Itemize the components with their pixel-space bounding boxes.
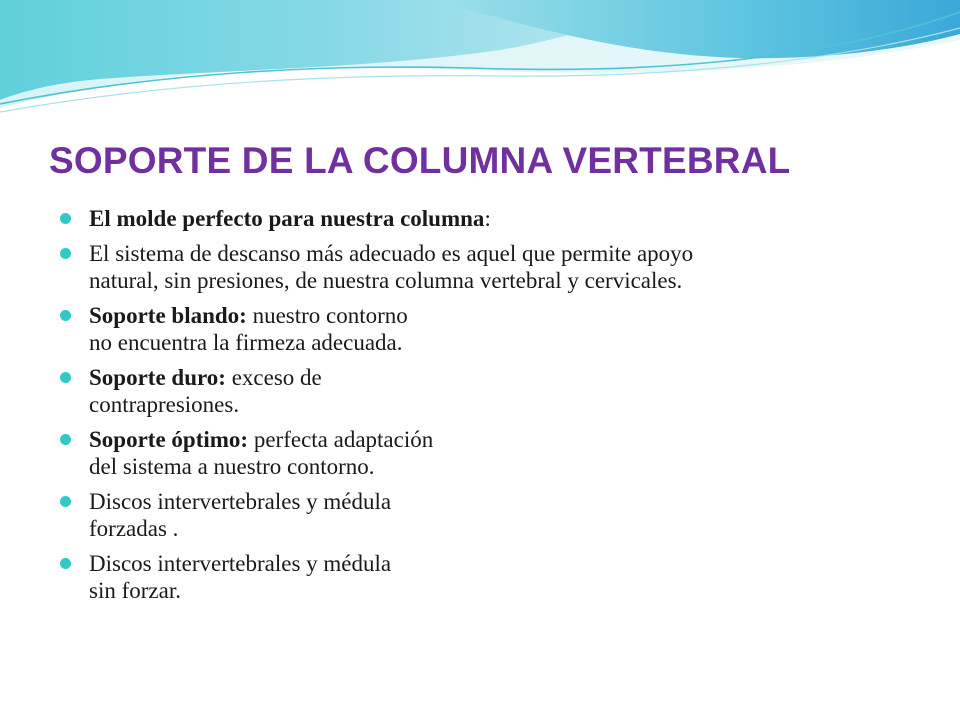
bullet-line	[89, 302, 920, 329]
bullet-text: :	[484, 206, 491, 231]
bullet-item	[60, 240, 920, 294]
bullet-dot-icon	[60, 310, 71, 321]
bullet-item	[60, 302, 920, 356]
bullet-dot-icon	[60, 372, 71, 383]
bullet-item	[60, 488, 920, 542]
bullet-line	[89, 550, 920, 577]
bullet-item	[60, 426, 920, 480]
bullet-text: sin forzar.	[89, 578, 181, 603]
bullet-text: exceso de	[225, 365, 322, 390]
bullet-bold-text: Soporte duro:	[89, 365, 226, 390]
bullet-text: del sistema a nuestro contorno.	[89, 454, 375, 479]
bullet-text: El sistema de descanso más adecuado es aquel que permite apoyo	[89, 241, 694, 266]
wave-header-decoration	[0, 0, 960, 130]
slide-title: SOPORTE DE LA COLUMNA VERTEBRAL	[49, 140, 791, 181]
bullet-dot-icon	[60, 248, 71, 259]
bullet-line	[89, 329, 920, 356]
bullet-item	[60, 364, 920, 418]
bullet-line	[89, 426, 920, 453]
bullet-text: perfecta adaptación	[248, 427, 434, 452]
bullet-line	[89, 240, 920, 267]
bullet-line	[89, 205, 920, 232]
bullet-dot-icon	[60, 434, 71, 445]
bullet-dot-icon	[60, 558, 71, 569]
bullet-line	[89, 364, 920, 391]
bullet-text: Discos intervertebrales y médula	[89, 489, 392, 514]
bullet-line	[89, 488, 920, 515]
bullet-line	[89, 453, 920, 480]
bullet-dot-icon	[60, 496, 71, 507]
bullet-bold-text: El molde perfecto para nuestra columna	[89, 206, 485, 231]
bullet-text: forzadas .	[89, 516, 179, 541]
bullet-text: Discos intervertebrales y médula	[89, 551, 392, 576]
bullet-dot-icon	[60, 213, 71, 224]
bullet-line	[89, 577, 920, 604]
bullet-item	[60, 205, 920, 232]
bullet-item	[60, 550, 920, 604]
bullet-line	[89, 391, 920, 418]
bullet-bold-text: Soporte blando:	[89, 303, 247, 328]
bullet-text: natural, sin presiones, de nuestra columna vertebral y cervicales.	[89, 268, 683, 293]
bullet-line	[89, 515, 920, 542]
bullet-text: no encuentra la firmeza adecuada.	[89, 330, 403, 355]
bullet-bold-text: Soporte óptimo:	[89, 427, 249, 452]
bullet-text: nuestro contorno	[246, 303, 408, 328]
bullet-text: contrapresiones.	[89, 392, 240, 417]
bullet-list	[60, 205, 920, 612]
bullet-line	[89, 267, 920, 294]
